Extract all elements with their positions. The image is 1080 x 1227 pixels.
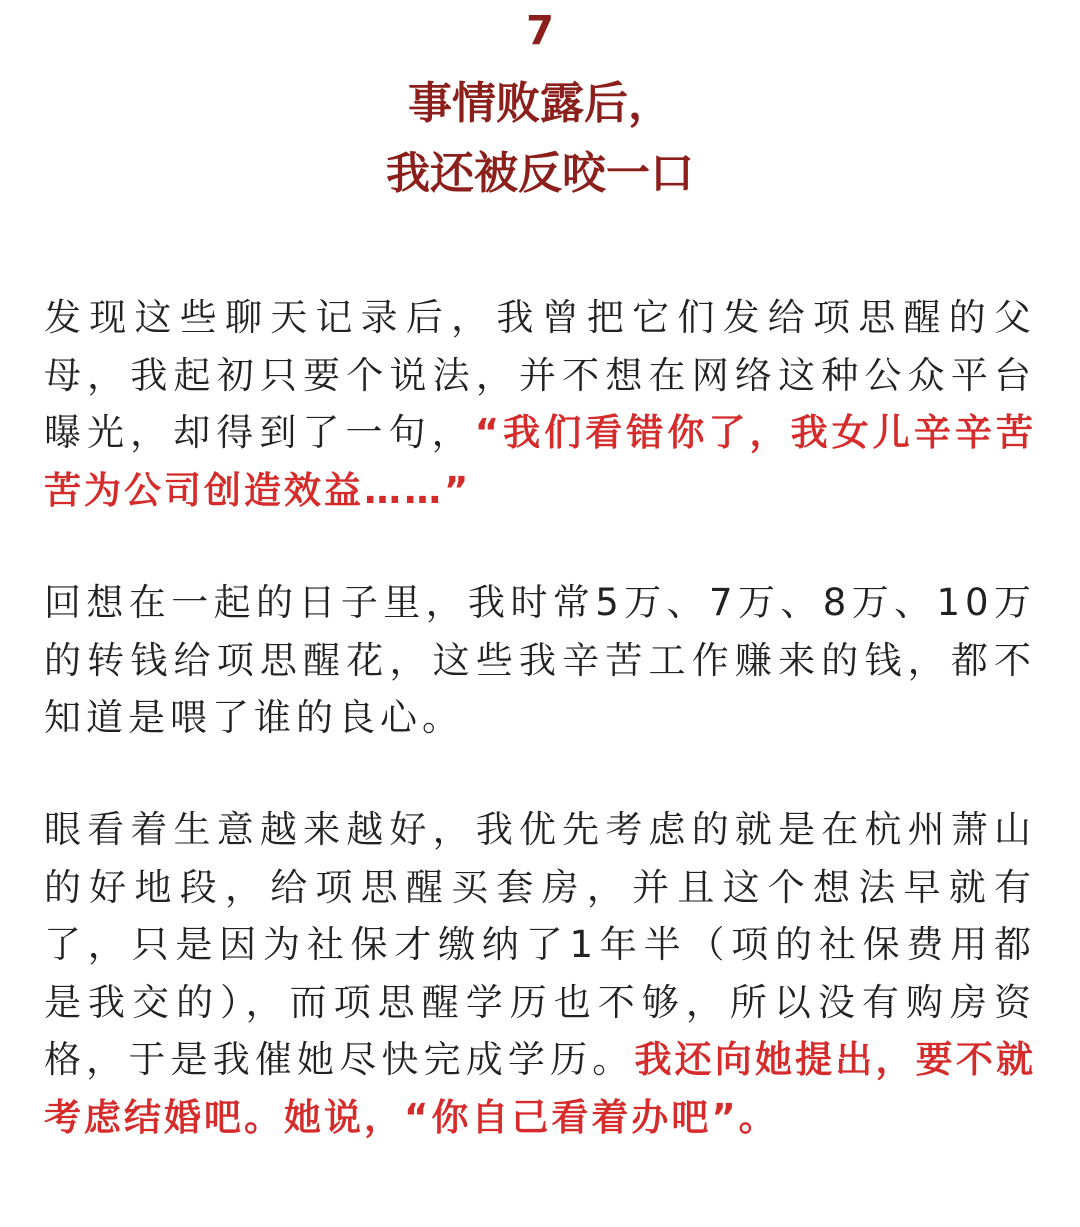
- paragraph-1-highlight-quote: “我们看错你了，我女儿辛辛苦苦为公司创造效益……”: [44, 411, 1036, 512]
- paragraph-3-highlight-quote: 我还向她提出，要不就考虑结婚吧。她说，“你自己看着办吧”。: [44, 1038, 1037, 1139]
- paragraph-2-text: 回想在一起的日子里，我时常5万、7万、8万、10万的转钱给项思醒花，这些我辛苦工作赚来的钱，都不知道是喂了谁的良心。: [44, 581, 1036, 739]
- section-title-line-2: 我还被反咬一口: [386, 148, 694, 199]
- paragraph-2: [44, 574, 1036, 747]
- paragraph-3-text: 眼看着生意越来越好，我优先考虑的就是在杭州萧山的好地段，给项思醒买套房，并且这个想法早就有了，只是因为社保才缴纳了1年半（项的社保费用都是我交的），而项思醒学历也不够，所以没有购房资格，于是我催她尽快完成学历。: [44, 808, 1036, 1081]
- paragraph-1: [44, 289, 1036, 519]
- section-number: 7: [526, 8, 554, 54]
- paragraph-1-text: 发现这些聊天记录后，我曾把它们发给项思醒的父母，我起初只要个说法，并不想在网络这种公众平台曝光，却得到了一句，: [44, 296, 1036, 454]
- section-title-line-1: 事情败露后，: [408, 78, 672, 129]
- paragraph-3: [44, 801, 1036, 1146]
